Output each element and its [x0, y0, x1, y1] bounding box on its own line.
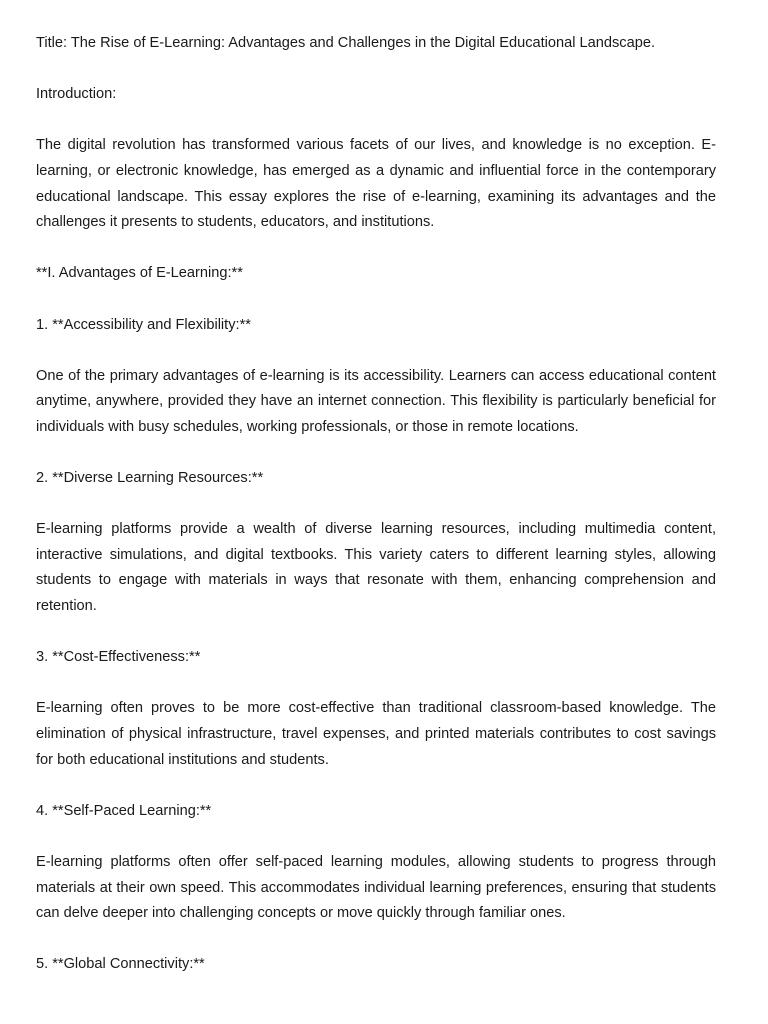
- item-paragraph: E-learning platforms provide a wealth of diverse learning resources, including multimedia content, interactive simulations, and digital textbooks. This variety caters to different learning styles, allowing students to engage with materials in ways that resonate with them, enhancing comprehension and retention.: [36, 521, 716, 615]
- intro-heading: Introduction:: [36, 86, 117, 103]
- document-page: [36, 31, 716, 978]
- item-paragraph: One of the primary advantages of e-learning is its accessibility. Learners can access educational content anytime, anywhere, provided they have an internet connection. This flexibility is particularly beneficial for individuals with busy schedules, working professionals, or those in remote locations.: [36, 367, 716, 435]
- blank-line: [36, 108, 716, 134]
- blank-line: [36, 441, 716, 467]
- item-heading: 4. **Self-Paced Learning:**: [36, 802, 212, 819]
- blank-line: [36, 492, 716, 518]
- intro-paragraph: The digital revolution has transformed various facets of our lives, and knowledge is no exception. E-learning, or electronic knowledge, has emerged as a dynamic and influential force in the contemporary educational landscape. This essay explores the rise of e-learning, examining its advantages and the challenges it presents to students, educators, and institutions.: [36, 137, 716, 231]
- blank-line: [36, 773, 716, 799]
- blank-line: [36, 236, 716, 262]
- blank-line: [36, 824, 716, 850]
- blank-line: [36, 927, 716, 953]
- blank-line: [36, 620, 716, 646]
- item-paragraph: E-learning platforms often offer self-paced learning modules, allowing students to progress through materials at their own speed. This accommodates individual learning preferences, ensuring that students can delve deeper into challenging concepts or move quickly through familiar ones.: [36, 854, 716, 922]
- item-paragraph: E-learning often proves to be more cost-effective than traditional classroom-based knowledge. The elimination of physical infrastructure, travel expenses, and printed materials contributes to cost savings for both educational institutions and students.: [36, 700, 716, 768]
- item-heading: 3. **Cost-Effectiveness:**: [36, 649, 201, 666]
- item-heading: 1. **Accessibility and Flexibility:**: [36, 316, 251, 333]
- blank-line: [36, 57, 716, 83]
- blank-line: [36, 287, 716, 313]
- document-title: Title: The Rise of E-Learning: Advantages and Challenges in the Digital Educational Landscape.: [36, 35, 656, 51]
- blank-line: [36, 338, 716, 364]
- blank-line: [36, 671, 716, 697]
- section-heading: **I. Advantages of E-Learning:**: [36, 265, 243, 282]
- item-heading: 5. **Global Connectivity:**: [36, 956, 205, 973]
- item-heading: 2. **Diverse Learning Resources:**: [36, 470, 264, 487]
